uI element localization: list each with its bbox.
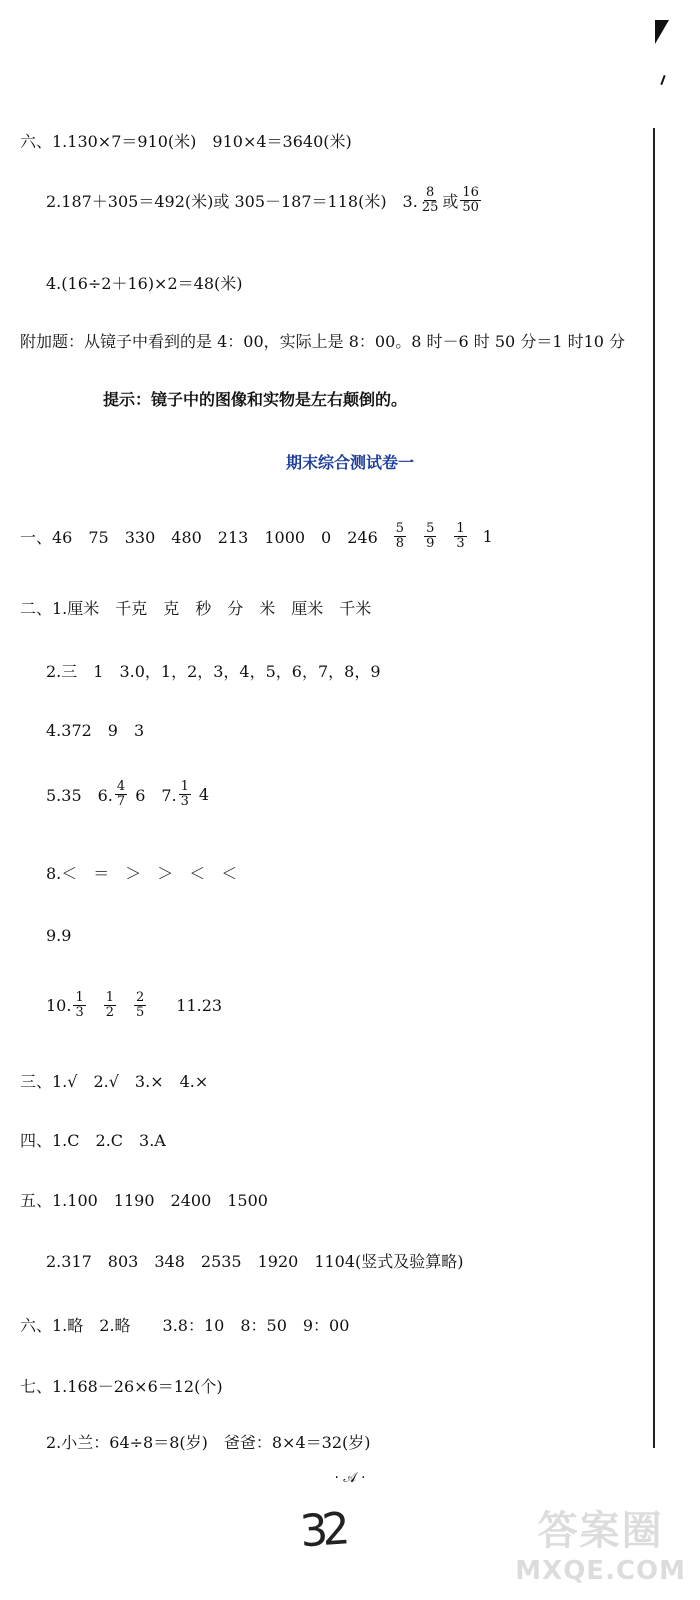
- q5-line-2: 2.317 803 348 2535 1920 1104(竖式及验算略): [46, 1251, 464, 1271]
- fraction: $\frac{8}{25}$: [421, 184, 439, 215]
- q1-values: 一、46 75 330 480 213 1000 0 246: [20, 527, 378, 547]
- page-ornament: · 𝒜 ·: [334, 1470, 366, 1486]
- right-margin-rule: [653, 128, 655, 1448]
- watermark-en: MXQE.COM: [515, 1556, 686, 1586]
- corner-mark: [655, 20, 669, 44]
- q5-line-1: 五、1.100 1190 2400 1500: [20, 1190, 268, 1210]
- q7-line-2: 2.小兰：64÷8＝8(岁) 爸爸：8×4＝32(岁): [46, 1432, 371, 1452]
- q2-line-7: [46, 985, 222, 1025]
- hint-text: 提示：镜子中的图像和实物是左右颠倒的。: [103, 389, 408, 409]
- section-title: 期末综合测试卷一: [285, 453, 414, 472]
- q2-line-4: [46, 774, 209, 814]
- handwritten-page-number: 32: [298, 1503, 346, 1558]
- s6-line-2-text: 2.187＋305＝492(米)或 305－187＝118(米) 3.: [46, 191, 418, 211]
- q2-line-2: 2.三 1 3.0，1，2，3，4，5，6，7，8，9: [46, 661, 381, 681]
- q2-line-6: 9.9: [46, 925, 72, 945]
- fraction: $\frac{2}{5}$: [136, 989, 145, 1020]
- q2-l7-text-b: 11.23: [176, 995, 223, 1015]
- q6-line: 六、1.略 2.略 3.8：10 8：50 9：00: [20, 1315, 350, 1335]
- q1-line: [20, 516, 493, 556]
- fraction: $\frac{1}{3}$: [456, 520, 465, 551]
- s6-line-1: 六、1.130×7＝910(米) 910×4＝3640(米): [20, 131, 352, 151]
- s6-line-3: 4.(16÷2＋16)×2＝48(米): [46, 273, 243, 293]
- q2-l7-text-a: 10.: [46, 995, 72, 1015]
- fraction: $\frac{5}{9}$: [426, 520, 435, 551]
- q2-line-3: 4.372 9 3: [46, 720, 145, 740]
- fraction: $\frac{4}{7}$: [116, 778, 126, 809]
- q2-line-5: 8.＜ ＝ ＞ ＞ ＜ ＜: [46, 863, 238, 883]
- q7-line-1: 七、1.168－26×6＝12(个): [20, 1376, 223, 1396]
- q2-l4-text-a: 5.35 6.: [46, 785, 113, 805]
- q2-line-1: 二、1.厘米 千克 克 秒 分 米 厘米 千米: [20, 598, 372, 618]
- q4-line: 四、1.C 2.C 3.A: [20, 1130, 166, 1150]
- corner-tick: [660, 75, 665, 85]
- fraction: $\frac{1}{3}$: [180, 778, 189, 809]
- q1-last-value: 1: [482, 526, 493, 546]
- q3-line: 三、1.√ 2.√ 3.× 4.×: [20, 1071, 209, 1091]
- s6-line-2: [46, 180, 483, 220]
- q2-l4-text-b: 6 7.: [135, 785, 177, 805]
- or-text: 或: [442, 191, 459, 211]
- fraction: $\frac{16}{50}$: [462, 184, 479, 215]
- fraction: $\frac{5}{8}$: [395, 520, 405, 551]
- watermark-cn: 答案圈: [537, 1508, 664, 1554]
- watermark-logo: [515, 1499, 686, 1586]
- bonus-answer: 附加题：从镜子中看到的是 4：00，实际上是 8：00。8 时－6 时 50 分＝1 时10 分: [20, 331, 626, 351]
- fraction: $\frac{1}{2}$: [105, 989, 115, 1020]
- q2-l4-text-c: 4: [198, 784, 210, 804]
- fraction: $\frac{1}{3}$: [75, 989, 84, 1020]
